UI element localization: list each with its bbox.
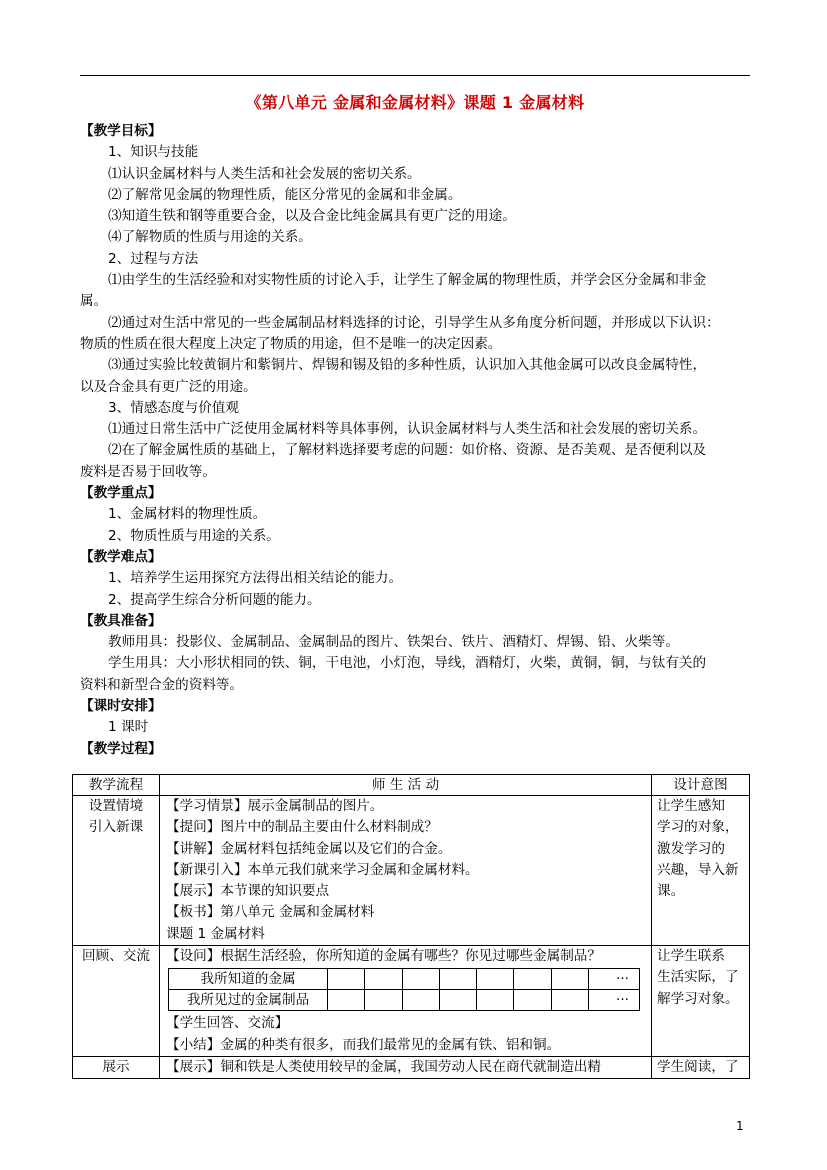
objective-line: 2、过程与方法 [108, 250, 199, 267]
intent-line: 学生阅读，了 [657, 1058, 739, 1075]
flow-step: 设置情境 [88, 798, 144, 814]
intent-line: 让学生感知 [657, 798, 725, 814]
activity-line: 【学生回答、交流】 [166, 1015, 289, 1032]
difficulty-item: 2、提高学生综合分析问题的能力。 [108, 591, 321, 608]
emotion-line-1: ⑴通过日常生活中广泛使用金属材料等具体事例，认识金属材料与人类生活和社会发展的密切关系。 [108, 421, 707, 438]
table-header-row [73, 775, 750, 796]
document-title: 《第八单元 金属和金属材料》课题 1 金属材料 [245, 93, 585, 112]
fill-in-cell[interactable] [402, 969, 439, 990]
fill-in-row [169, 990, 640, 1011]
student-tools-cont: 资料和新型合金的资料等。 [80, 676, 244, 693]
activity-line: 【展示】本节课的知识要点 [166, 883, 330, 900]
objective-line: ⑴认识金属材料与人类生活和社会发展的密切关系。 [108, 165, 421, 182]
intent-line: 生活实际，了 [657, 969, 739, 986]
method-paragraph-3: ⑶通过实验比较黄铜片和紫铜片、焊锡和锡及铅的多种性质，认识加入其他金属可以改良金属特性， [108, 357, 707, 374]
flow-cell [73, 796, 160, 946]
fill-in-cell[interactable] [551, 990, 588, 1011]
objective-line: ⑵了解常见金属的物理性质，能区分常见的金属和非金属。 [108, 186, 462, 203]
page-number: 1 [736, 1119, 744, 1133]
schedule-heading: 【课时安排】 [80, 698, 162, 715]
key-points-heading: 【教学重点】 [80, 485, 162, 502]
header-intent: 设计意图 [652, 775, 750, 796]
teaching-process-table [72, 774, 750, 1079]
flow-cell [73, 1056, 160, 1078]
table-row [73, 796, 750, 946]
fill-in-row [169, 969, 640, 990]
table-row [73, 946, 750, 1057]
intent-line: 课。 [657, 883, 685, 900]
teacher-tools: 教师用具：投影仪、金属制品、金属制品的图片、铁架台、铁片、酒精灯、焊锡、铅、火柴等。 [108, 634, 679, 651]
activity-line: 【新课引入】本单元我们就来学习金属和金属材料。 [166, 861, 479, 878]
method-paragraph-1-cont: 属。 [80, 293, 108, 310]
flow-cell [73, 946, 160, 1057]
activity-line: 【讲解】金属材料包括纯金属以及它们的合金。 [166, 840, 452, 857]
fill-in-label: 我所见过的金属制品 [169, 990, 328, 1011]
activity-line: 课题 1 金属材料 [166, 925, 265, 942]
tools-heading: 【教具准备】 [80, 612, 162, 629]
activity-line: 【板书】第八单元 金属和金属材料 [166, 904, 375, 921]
fill-in-ellipsis: ··· [589, 969, 640, 990]
emotion-title: 3、情感态度与价值观 [108, 399, 239, 416]
header-flow: 教学流程 [73, 775, 160, 796]
student-tools: 学生用具：大小形状相同的铁、铜，干电池，小灯泡，导线，酒精灯，火柴，黄铜，铜，与钛有关的 [108, 655, 707, 672]
activity-line: 【设问】根据生活经验，你所知道的金属有哪些？你见过哪些金属制品？ [166, 948, 601, 965]
objectives-heading: 【教学目标】 [80, 123, 162, 139]
key-point-item: 2、物质性质与用途的关系。 [108, 527, 280, 544]
activity-line: 【提问】图片中的制品主要由什么材料制成？ [166, 819, 438, 836]
activity-line: 【展示】铜和铁是人类使用较早的金属，我国劳动人民在商代就制造出精 [166, 1058, 601, 1075]
fill-in-cell[interactable] [402, 990, 439, 1011]
fill-in-cell[interactable] [328, 990, 365, 1011]
flow-step: 引入新课 [88, 819, 144, 836]
fill-in-cell[interactable] [439, 990, 476, 1011]
intent-line: 激发学习的 [657, 840, 725, 857]
method-paragraph-2-cont: 物质的性质在很大程度上决定了物质的用途，但不是唯一的决定因素。 [80, 335, 502, 352]
activity-line: 【学习情景】展示金属制品的图片。 [166, 798, 384, 814]
fill-in-cell[interactable] [328, 969, 365, 990]
fill-in-cell[interactable] [514, 990, 551, 1011]
key-point-item: 1、金属材料的物理性质。 [108, 506, 267, 523]
activity-cell [160, 1056, 652, 1078]
emotion-line-2-cont: 废料是否易于回收等。 [80, 463, 216, 480]
objective-line: ⑷了解物质的性质与用途的关系。 [108, 229, 312, 246]
process-heading: 【教学过程】 [80, 740, 162, 757]
intent-cell [652, 1056, 750, 1078]
emotion-line-2: ⑵在了解金属性质的基础上，了解材料选择要考虑的问题：如价格、资源、是否美观、是否便利以及 [108, 442, 707, 459]
document-body [80, 121, 750, 760]
intent-line: 兴趣，导入新 [657, 861, 739, 878]
fill-in-table [168, 968, 640, 1011]
difficulties-heading: 【教学难点】 [80, 548, 162, 565]
intent-cell [652, 796, 750, 946]
difficulty-item: 1、培养学生运用探究方法得出相关结论的能力。 [108, 570, 403, 587]
activity-line: 【小结】金属的种类有很多，而我们最常见的金属有铁、铝和铜。 [166, 1036, 561, 1053]
activity-cell [160, 796, 652, 946]
intent-line: 解学习对象。 [657, 990, 739, 1007]
header-activity: 师 生 活 动 [160, 775, 652, 796]
table-row [73, 1056, 750, 1078]
fill-in-cell[interactable] [477, 969, 514, 990]
header-rule [80, 75, 750, 76]
method-paragraph-3-cont: 以及合金具有更广泛的用途。 [80, 378, 257, 395]
fill-in-cell[interactable] [551, 969, 588, 990]
fill-in-cell[interactable] [439, 969, 476, 990]
intent-cell [652, 946, 750, 1057]
method-paragraph-2: ⑵通过对生活中常见的一些金属制品材料选择的讨论，引导学生从多角度分析问题，并形成以下认识： [108, 314, 720, 331]
activity-cell [160, 946, 652, 1057]
method-paragraph-1: ⑴由学生的生活经验和对实物性质的讨论入手，让学生了解金属的物理性质，并学会区分金属和非金 [108, 272, 707, 289]
objective-line: ⑶知道生铁和钢等重要合金，以及合金比纯金属具有更广泛的用途。 [108, 208, 516, 225]
fill-in-cell[interactable] [514, 969, 551, 990]
flow-step: 回顾、交流 [82, 948, 150, 965]
fill-in-label: 我所知道的金属 [169, 969, 328, 990]
intent-line: 让学生联系 [657, 948, 725, 965]
fill-in-cell[interactable] [477, 990, 514, 1011]
objective-line: 1、知识与技能 [108, 144, 199, 161]
flow-step: 展示 [102, 1058, 130, 1075]
fill-in-cell[interactable] [365, 990, 402, 1011]
fill-in-ellipsis: ··· [589, 990, 640, 1011]
schedule-value: 1 课时 [108, 719, 149, 736]
intent-line: 学习的对象， [657, 819, 739, 836]
fill-in-cell[interactable] [365, 969, 402, 990]
